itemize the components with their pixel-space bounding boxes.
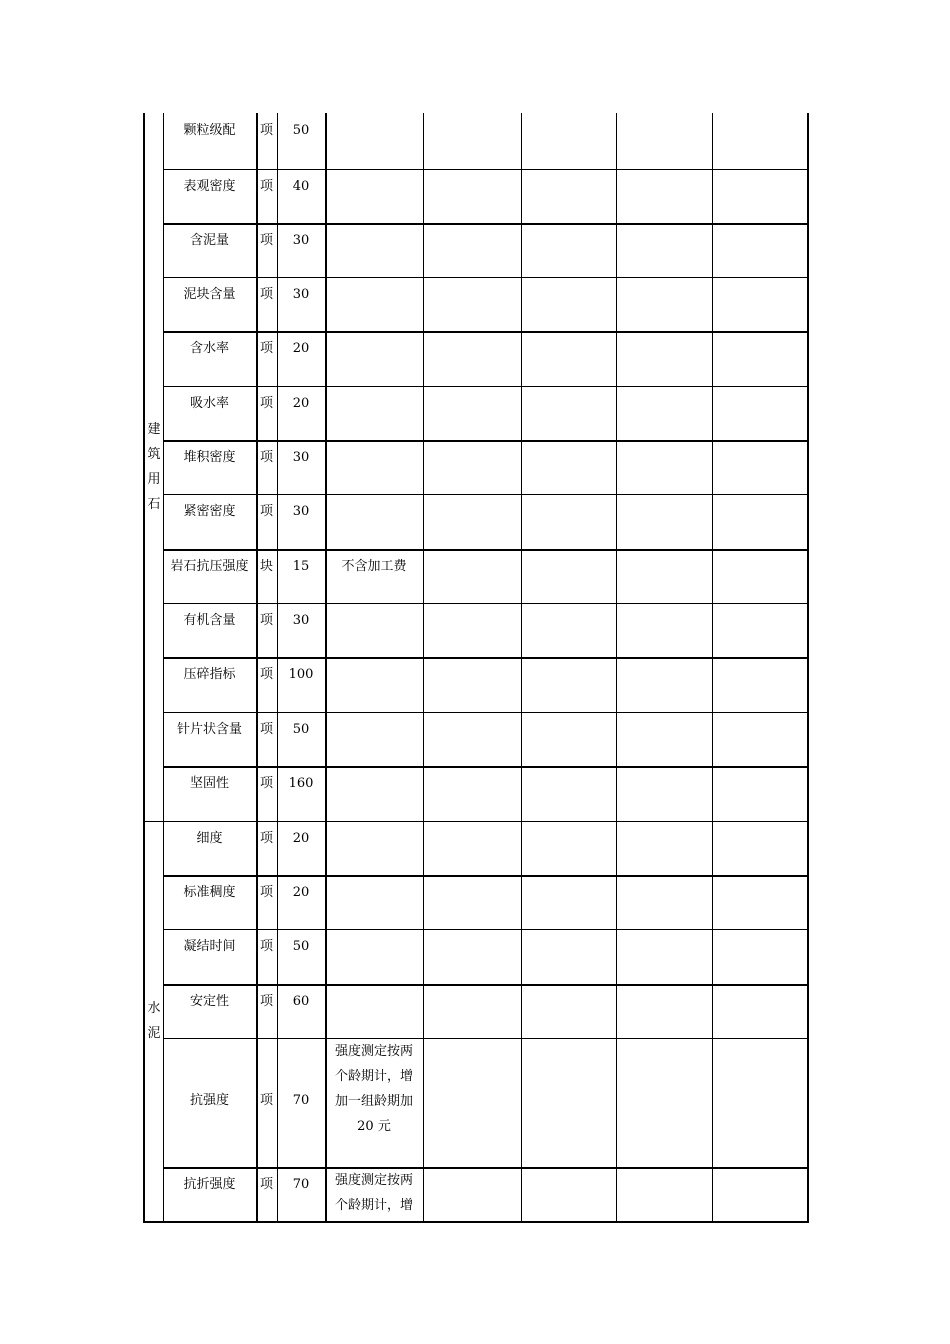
table-vertical-rule (423, 113, 424, 1222)
table-horizontal-rule (163, 1167, 809, 1169)
table-horizontal-rule (163, 331, 809, 333)
price: 30 (292, 613, 310, 628)
item-name: 针片状含量 (176, 722, 242, 737)
table-horizontal-rule (163, 223, 809, 225)
item-name: 抗强度 (189, 1092, 229, 1108)
table-horizontal-rule (143, 1221, 809, 1223)
item-name: 泥块含量 (183, 287, 236, 302)
price: 30 (292, 233, 310, 248)
remark-line: 加一组龄期加 (334, 1094, 413, 1109)
category-label-char: 用 (147, 472, 161, 487)
item-name: 标准稠度 (183, 885, 236, 900)
price: 20 (292, 885, 310, 900)
remark-line: 不含加工费 (341, 559, 407, 574)
unit: 项 (259, 994, 273, 1009)
unit: 项 (259, 450, 273, 465)
price: 50 (292, 939, 310, 954)
table-horizontal-rule (163, 1038, 809, 1039)
table-horizontal-rule (143, 821, 809, 822)
item-name: 颗粒级配 (183, 123, 236, 138)
remark-line: 个龄期计，增 (334, 1198, 413, 1213)
unit: 项 (259, 233, 273, 248)
price: 70 (292, 1092, 310, 1108)
remark-line: 个龄期计，增 (334, 1069, 413, 1084)
item-name: 坚固性 (189, 776, 229, 791)
table-horizontal-rule (163, 712, 809, 713)
price: 60 (292, 994, 310, 1009)
unit: 项 (259, 287, 273, 302)
unit: 项 (259, 504, 273, 519)
item-name: 抗折强度 (183, 1177, 236, 1192)
price: 160 (288, 776, 314, 791)
table-horizontal-rule (163, 386, 809, 387)
price: 100 (288, 667, 314, 682)
unit: 项 (259, 341, 273, 356)
table-vertical-rule (712, 113, 713, 1222)
unit: 项 (259, 722, 273, 737)
item-name: 岩石抗压强度 (170, 559, 249, 574)
item-name: 吸水率 (189, 396, 229, 411)
table-horizontal-rule (163, 657, 809, 659)
remark-line: 强度测定按两 (334, 1173, 413, 1188)
category-label-char: 建 (147, 422, 161, 437)
table-horizontal-rule (163, 929, 809, 930)
price: 50 (292, 123, 310, 138)
price: 20 (292, 831, 310, 846)
category-label-char: 泥 (147, 1026, 161, 1041)
price: 40 (292, 179, 310, 194)
unit: 项 (259, 667, 273, 682)
unit: 项 (259, 613, 273, 628)
table-horizontal-rule (163, 766, 809, 768)
item-name: 含水率 (189, 341, 229, 356)
item-name: 凝结时间 (183, 939, 236, 954)
table-horizontal-rule (163, 494, 809, 495)
table-horizontal-rule (163, 875, 809, 877)
item-name: 堆积密度 (183, 450, 236, 465)
unit: 块 (259, 559, 273, 574)
unit: 项 (259, 179, 273, 194)
price: 30 (292, 504, 310, 519)
price: 15 (292, 559, 310, 574)
unit: 项 (259, 885, 273, 900)
table-horizontal-rule (163, 440, 809, 442)
item-name: 表观密度 (183, 179, 236, 194)
remark-line: 20 元 (357, 1119, 391, 1134)
price: 20 (292, 341, 310, 356)
remark-line: 强度测定按两 (334, 1044, 413, 1059)
item-name: 含泥量 (189, 233, 229, 248)
item-name: 细度 (196, 831, 223, 846)
table-horizontal-rule (163, 549, 809, 551)
item-name: 安定性 (189, 994, 229, 1009)
item-name: 压碎指标 (183, 667, 236, 682)
unit: 项 (259, 831, 273, 846)
table-horizontal-rule (163, 277, 809, 278)
unit: 项 (259, 1177, 273, 1192)
unit: 项 (259, 123, 273, 138)
unit: 项 (259, 776, 273, 791)
unit: 项 (259, 396, 273, 411)
table-horizontal-rule (163, 603, 809, 604)
table-vertical-rule (521, 113, 522, 1222)
category-label-char: 水 (147, 1001, 161, 1016)
unit: 项 (259, 1092, 273, 1108)
table-vertical-rule (143, 113, 145, 1222)
price: 50 (292, 722, 310, 737)
price: 70 (292, 1177, 310, 1192)
table-horizontal-rule (163, 169, 809, 170)
category-label-char: 石 (147, 497, 161, 512)
price: 20 (292, 396, 310, 411)
table-horizontal-rule (163, 984, 809, 986)
price: 30 (292, 450, 310, 465)
price: 30 (292, 287, 310, 302)
table-vertical-rule (807, 113, 809, 1222)
item-name: 紧密密度 (183, 504, 236, 519)
table-vertical-rule (616, 113, 617, 1222)
item-name: 有机含量 (183, 613, 236, 628)
unit: 项 (259, 939, 273, 954)
category-label-char: 筑 (147, 447, 161, 462)
